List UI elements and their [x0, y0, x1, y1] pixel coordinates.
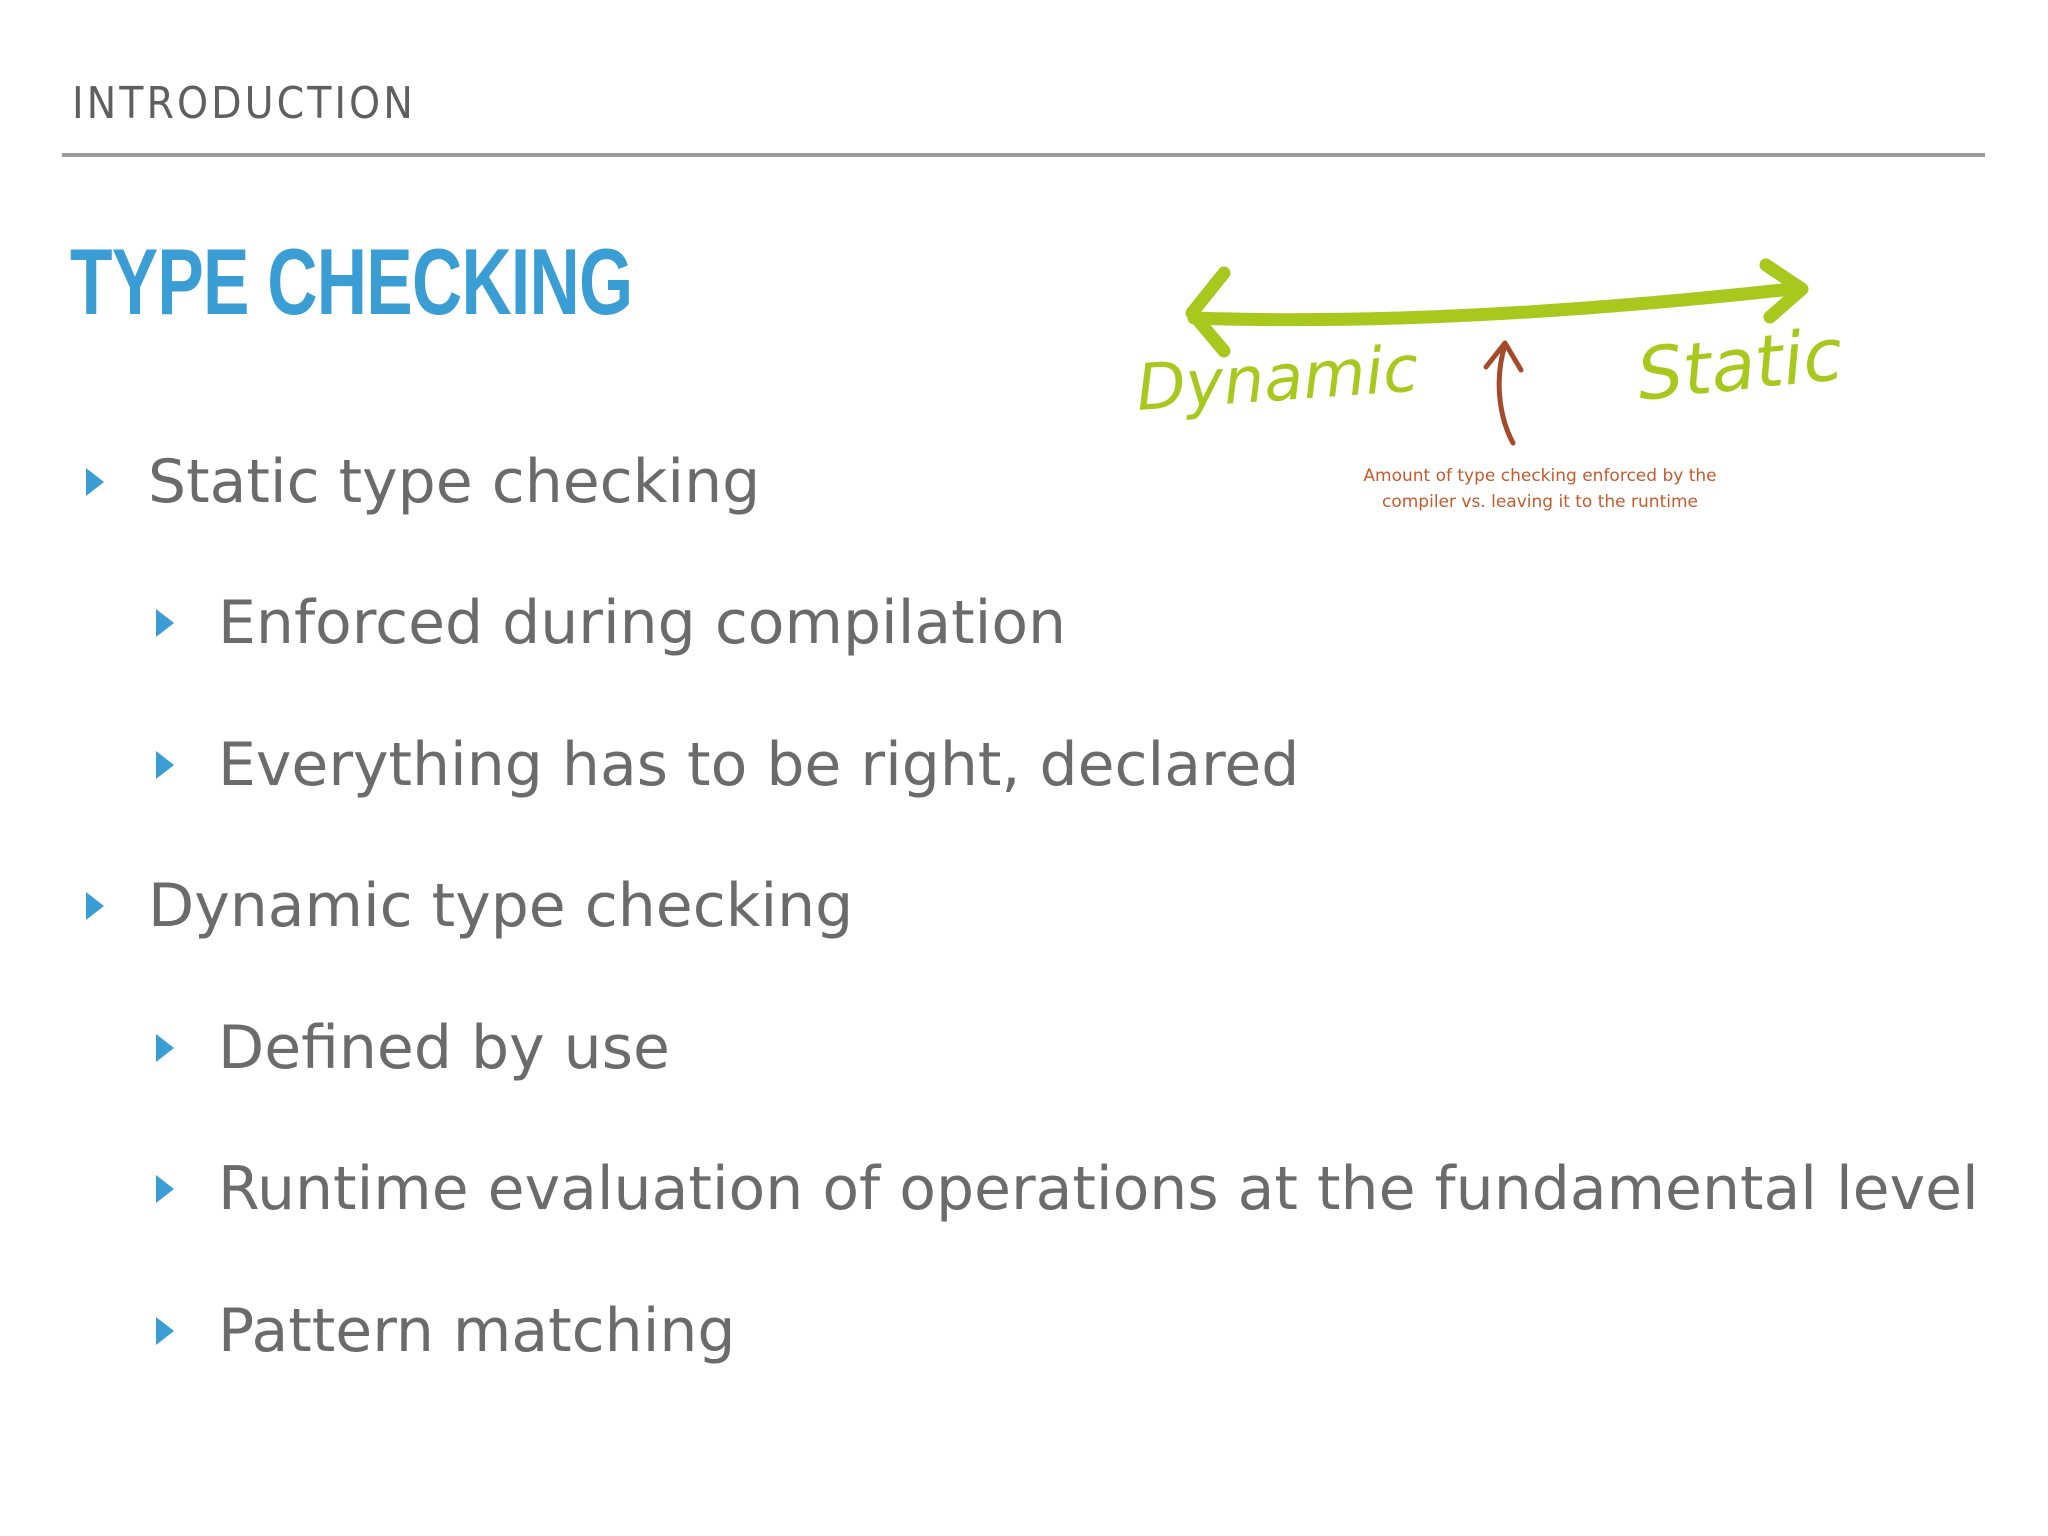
section-label: INTRODUCTION [72, 78, 416, 129]
slide-title: TYPE CHECKING [70, 229, 633, 334]
bullet-text: Static type checking [148, 447, 761, 517]
triangle-right-icon [152, 1171, 178, 1207]
bullet-text: Enforced during compilation [218, 588, 1067, 658]
up-arrow-icon [1486, 343, 1521, 443]
section-divider [62, 153, 1985, 157]
triangle-right-icon [152, 747, 178, 783]
bullet-text: Pattern matching [218, 1296, 736, 1366]
bullet-item [82, 447, 761, 517]
bullet-item [152, 730, 1300, 800]
bullet-item [152, 588, 1067, 658]
triangle-right-icon [82, 464, 108, 500]
bullet-item [82, 871, 854, 941]
diagram-caption-line-2: compiler vs. leaving it to the runtime [1382, 492, 1698, 512]
bullet-text: Everything has to be right, declared [218, 730, 1300, 800]
static-label: Static [1632, 311, 1847, 417]
dynamic-label: Dynamic [1133, 332, 1421, 426]
triangle-right-icon [152, 1313, 178, 1349]
bullet-item [152, 1154, 1979, 1224]
bullet-text: Runtime evaluation of operations at the fundamental level [218, 1154, 1979, 1224]
bullet-text: Dynamic type checking [148, 871, 854, 941]
bullet-item [152, 1013, 670, 1083]
triangle-right-icon [152, 1030, 178, 1066]
bullet-text: Defined by use [218, 1013, 670, 1083]
triangle-right-icon [82, 888, 108, 924]
diagram-caption-line-1: Amount of type checking enforced by the [1363, 466, 1717, 486]
triangle-right-icon [152, 605, 178, 641]
bullet-item [152, 1296, 736, 1366]
type-checking-spectrum-diagram [1120, 245, 1940, 535]
